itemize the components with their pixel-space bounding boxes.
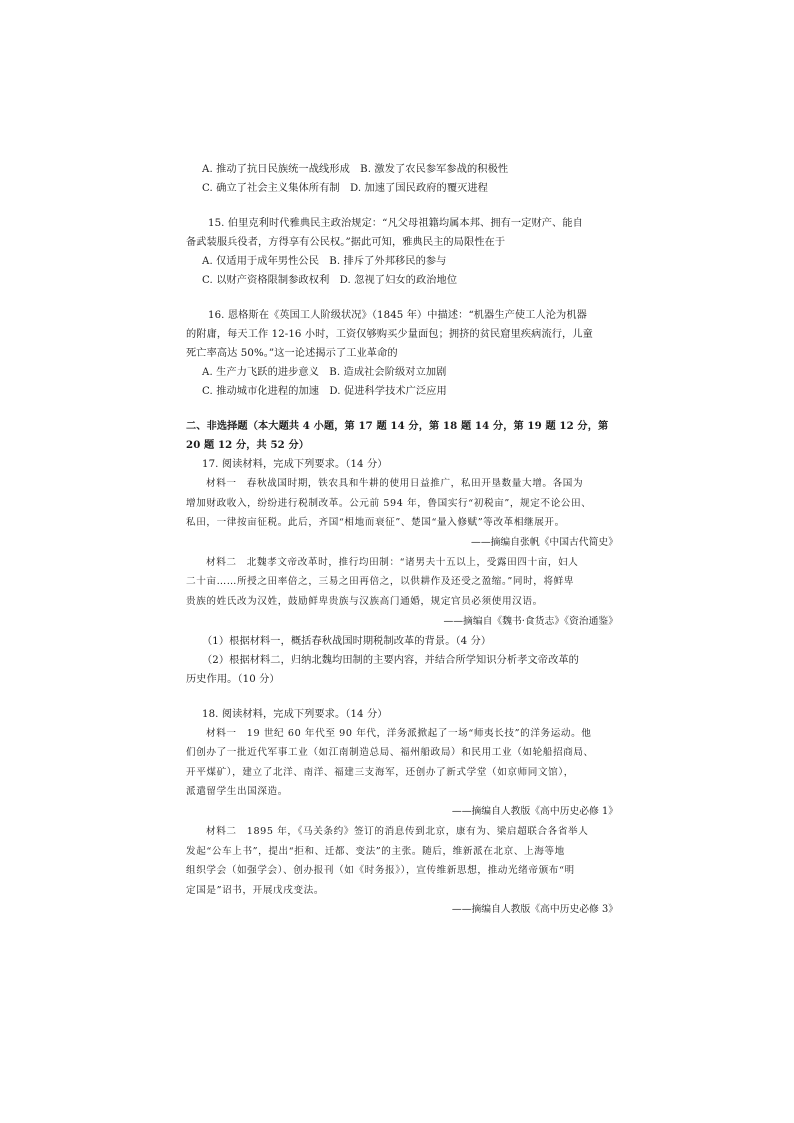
q14-option-ab: A. 推动了抗日民族统一战线形成 B. 激发了农民参军参战的积极性 [202, 164, 509, 175]
q17-source-2: ——摘编自《魏书·食货志》《资治通鉴》 [443, 615, 618, 627]
q16-option-ab: A. 生产力飞跃的进步意义 B. 造成社会阶级对立加剧 [202, 367, 447, 378]
q18-material2-line-2: 发起“公车上书”，提出“拒和、迁都、变法”的主张。随后，维新派在北京、上海等地 [186, 845, 565, 857]
q18-title: 18. 阅读材料，完成下列要求。（14 分） [202, 708, 388, 720]
q17-material1-line-1: 材料一 春秋战国时期，铁农具和牛耕的使用日益推广，私田开垦数量大增。各国为 [206, 478, 584, 489]
q17-material2-line-1: 材料二 北魏孝文帝改革时，推行均田制：“诸男夫十五以上，受露田四十亩，妇人 [206, 556, 579, 568]
q16-stem-line-3: 死亡率高达 50%。”这一论述揭示了工业革命的 [186, 348, 398, 359]
q18-material2-line-4: 定国是”诏书，开展戊戌变法。 [186, 884, 325, 896]
q17-material1-line-2: 增加财政收入，纷纷进行税制改革。公元前 594 年，鲁国实行“初税亩”，规定不论公田、 [186, 497, 592, 509]
q18-source-2: ——摘编自人教版《高中历史必修 3》 [451, 904, 618, 916]
q17-source-1: ——摘编自张帆《中国古代简史》 [471, 536, 618, 548]
q17-material2-line-2: 二十亩……所授之田率倍之，三易之田再倍之，以供耕作及还受之盈缩。”同时，将鲜卑 [186, 576, 575, 588]
q16-stem-line-2: 的附庸，每天工作 12-16 小时，工资仅够购买少量面包；拥挤的贫民窟里疾病流行，儿童 [186, 329, 593, 340]
q18-material2-line-1: 材料二 1895 年，《马关条约》签订的消息传到北京，康有为、梁启超联合各省举人 [206, 825, 589, 837]
q17-material1-line-3: 私田，一律按亩征税。此后，齐国“相地而衰征”、楚国“量入修赋”等改革相继展开。 [186, 517, 565, 529]
q15-stem-line-1: 15. 伯里克利时代雅典民主政治规定：“凡父母祖籍均属本邦、拥有一定财产、能自 [208, 218, 583, 229]
section2-heading-line-2: 20 题 12 分，共 52 分） [186, 439, 310, 451]
q15-option-cd: C. 以财产资格限制参政权利 D. 忽视了妇女的政治地位 [202, 275, 458, 286]
q15-stem-line-2: 备武装服兵役者，方得享有公民权。”据此可知，雅典民主的局限性在于 [186, 237, 506, 248]
q17-subquestion-1: （1）根据材料一，概括春秋战国时期税制改革的背景。（4 分） [202, 635, 492, 647]
q18-source-1: ——摘编自人教版《高中历史必修 1》 [451, 805, 618, 817]
q18-material2-line-3: 组织学会（如强学会）、创办报刊（如《时务报》），宣传维新思想，推动光绪帝颁布“明 [186, 865, 575, 877]
q18-material1-line-4: 派遣留学生出国深造。 [186, 786, 288, 798]
q15-option-ab: A. 仅适用于成年男性公民 B. 排斥了外邦移民的参与 [202, 256, 447, 267]
exam-content [186, 160, 618, 920]
q17-title: 17. 阅读材料，完成下列要求。（14 分） [202, 459, 388, 470]
q18-material1-line-1: 材料一 19 世纪 60 年代至 90 年代，洋务派掀起了一场“师夷长技”的洋务运动。他 [206, 727, 592, 739]
q17-subquestion-2: （2）根据材料二，归纳北魏均田制的主要内容，并结合所学知识分析孝文帝改革的 [202, 654, 579, 666]
q14-option-cd: C. 确立了社会主义集体所有制 D. 加速了国民政府的覆灭进程 [202, 183, 488, 194]
q16-option-cd: C. 推动城市化进程的加速 D. 促进科学技术广泛应用 [202, 386, 447, 397]
q17-subquestion-2-cont: 历史作用。（10 分） [186, 673, 280, 685]
q18-material1-line-3: 开平煤矿），建立了北洋、南洋、福建三支海军，还创办了新式学堂（如京师同文馆）， [186, 766, 574, 778]
section2-heading-line-1: 二、非选择题（本大题共 4 小题，第 17 题 14 分，第 18 题 14 分，第 19 题 12 分，第 [186, 420, 609, 432]
q17-material2-line-3: 贵族的姓氏改为汉姓，鼓励鲜卑贵族与汉族高门通婚，规定官员必须使用汉语。 [186, 595, 543, 607]
q18-material1-line-2: 们创办了一批近代军事工业（如江南制造总局、福州船政局）和民用工业（如轮船招商局、 [186, 747, 594, 759]
q16-stem-line-1: 16. 恩格斯在《英国工人阶级状况》（1845 年）中描述：“机器生产使工人沦为机器 [208, 310, 587, 321]
